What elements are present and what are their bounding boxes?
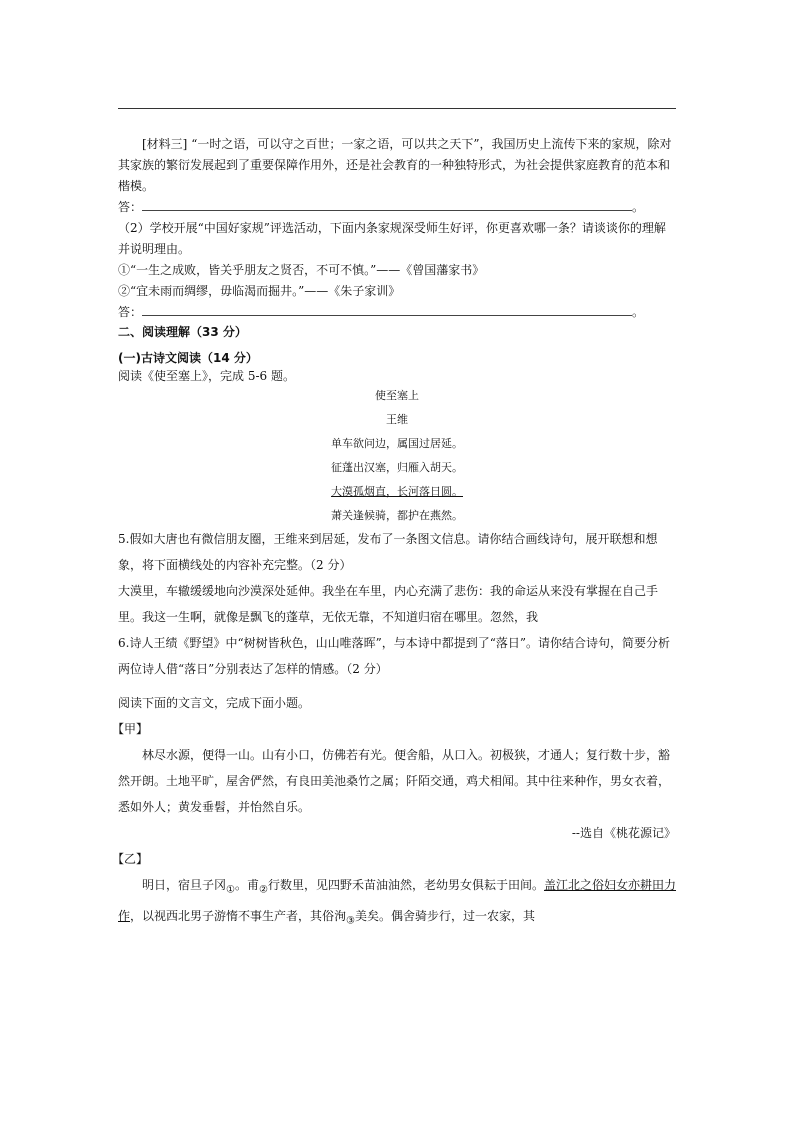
- answer-end: 。: [632, 200, 645, 214]
- material3-label: [材料三]: [142, 137, 188, 151]
- poem-author: 王维: [386, 413, 408, 426]
- poem-line-2: 征蓬出汉塞，归雁入胡天。: [331, 461, 463, 474]
- yi-text: [118, 872, 676, 935]
- answer-prefix: 答：: [118, 200, 143, 214]
- material3-block: [118, 134, 676, 323]
- answer-line-2: [118, 302, 676, 323]
- poem-line-3-underlined: 大漠孤烟直，长河落日圆。: [331, 485, 463, 498]
- instr1: 阅读《使至塞上》，完成 5-6 题。: [118, 369, 295, 383]
- answer-blank-2[interactable]: [142, 303, 632, 316]
- material3-paragraph: [118, 134, 676, 197]
- jia-label: 【甲】: [112, 722, 149, 736]
- q6-text: 6.诗人王绩《野望》中“树树皆秋色，山山唯落晖”，与本诗中都提到了“落日”。请你结合诗句，简要分析两位诗人借“落日”分别表达了怎样的情感。（2 分）: [118, 636, 670, 676]
- yi-underlined-sentence: 盖江北之俗妇女亦耕田力作: [118, 878, 676, 924]
- q2-option-1: ①“一生之成败，皆关乎朋友之贤否，不可不慎。”——《曾国藩家书》: [118, 263, 485, 277]
- poem-line-4: 萧关逢候骑，都护在燕然。: [331, 509, 463, 522]
- answer-blank-1[interactable]: [142, 198, 632, 211]
- note-marker-1: ①: [226, 884, 235, 896]
- yi-text-3: 行数里，见四野禾苗油油然，老幼男女俱耘于田间。: [267, 878, 544, 892]
- answer-prefix: 答：: [118, 305, 143, 319]
- header-rule: [118, 108, 676, 109]
- jia-text: 林尽水源，便得一山。山有小口，仿佛若有光。便舍船，从口入。初极狭，才通人；复行数十步，豁然开朗。土地平旷，屋舍俨然，有良田美池桑竹之属；阡陌交通，鸡犬相闻。其中往来种作，男女衣着，悉如外人；黄发垂髫，并怡然自乐。: [118, 748, 671, 814]
- section2-heading: 二、阅读理解（33 分）: [118, 325, 247, 339]
- q2-option-2: ②“宜未雨而绸缪，毋临渴而掘井。”——《朱子家训》: [118, 284, 401, 298]
- poem-line-1: 单车欲问边，属国过居延。: [331, 437, 463, 450]
- yi-text-1: 明日，宿旦子冈: [142, 878, 227, 892]
- section2-block: [118, 322, 676, 343]
- answer-line-1: [118, 197, 676, 218]
- yi-text-5: 美矣。偶舍骑步行，过一农家，其: [355, 909, 536, 924]
- poem-title: 使至塞上: [375, 389, 419, 402]
- instr2: 阅读下面的文言文，完成下面小题。: [118, 696, 311, 710]
- classical-block: [112, 690, 676, 935]
- q5-paragraph: 大漠里，车辙缓缓地向沙漠深处延伸。我坐在车里，内心充满了悲伤：我的命运从来没有掌握在自己手里。我这一生啊，就像是飘飞的蓬草，无依无靠，不知道归宿在哪里。忽然，我: [118, 584, 659, 624]
- note-marker-2: ②: [259, 884, 268, 896]
- material3-text: “一时之语，可以守之百世；一家之语，可以共之天下”，我国历史上流传下来的家规，除对其家族的繁衍发展起到了重要保障作用外，还是社会教育的一种独特形式，为社会提供家庭教育的范本和楷模。: [118, 137, 672, 193]
- yi-text-4: ，以视西北男子游惰不事生产者，其俗洵: [130, 909, 347, 924]
- q2-text: （2）学校开展“中国好家规”评选活动，下面内条家规深受师生好评，你更喜欢哪一条？请谈谈你的理解并说明理由。: [118, 221, 666, 256]
- sub1-heading: (一)古诗文阅读（14 分）: [118, 351, 258, 365]
- yi-label: 【乙】: [112, 852, 149, 866]
- note-marker-3: ③: [346, 915, 355, 927]
- jia-source: --选自《桃花源记》: [571, 826, 676, 840]
- q5-text: 5.假如大唐也有微信朋友圈，王维来到居延，发布了一条图文信息。请你结合画线诗句，展开联想和想象，将下面横线处的内容补充完整。（2 分）: [118, 532, 658, 572]
- yi-text-2: 。甫: [234, 878, 259, 892]
- sub1-block: [118, 349, 676, 385]
- answer-end: 。: [632, 305, 645, 319]
- q5-q6-block: [118, 526, 676, 682]
- poem: [118, 384, 676, 528]
